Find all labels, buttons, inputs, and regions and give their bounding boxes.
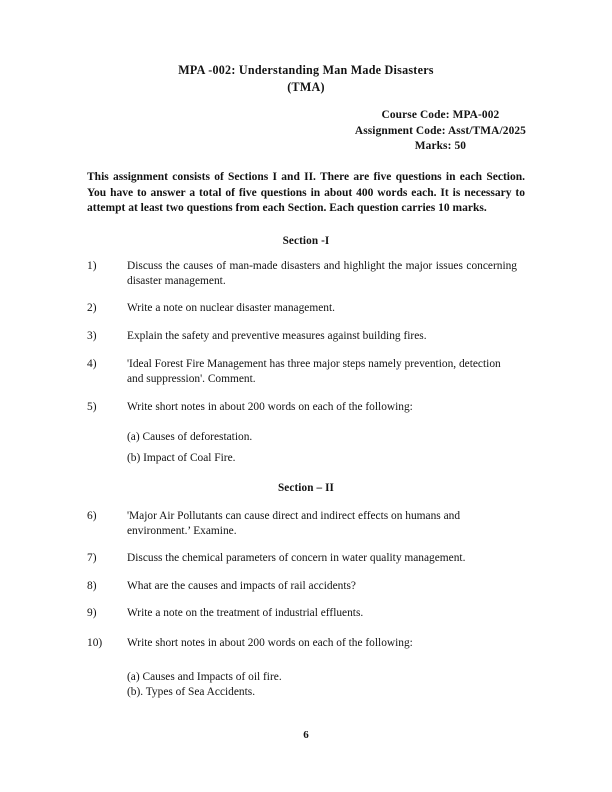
question-6 (87, 509, 517, 539)
marks: Marks: 50 (414, 140, 467, 153)
question-8 (87, 579, 517, 594)
question-5-number: 5) (87, 401, 97, 413)
course-code: Course Code: MPA-002 (381, 109, 500, 121)
subitem-a: (a) Causes and Impacts of oil fire. (127, 671, 282, 683)
question-2 (87, 301, 517, 316)
question-4-number: 4) (87, 358, 97, 370)
question-9-text: Write a note on the treatment of industrial effluents. (127, 607, 364, 619)
question-3-number: 3) (87, 330, 97, 342)
page-title (0, 62, 612, 95)
question-9 (87, 606, 517, 621)
question-10-text: Write short notes in about 200 words on each of the following: (127, 637, 413, 649)
question-10-number: 10) (87, 637, 103, 649)
question-6-number: 6) (87, 510, 97, 522)
question-3 (87, 329, 517, 344)
assignment-code: Assignment Code: Asst/TMA/2025 (354, 124, 526, 137)
question-4 (87, 357, 517, 387)
question-5 (87, 400, 517, 415)
section-2-heading: Section – II (277, 482, 335, 494)
question-2-text: Write a note on nuclear disaster management. (127, 302, 335, 314)
question-7 (87, 551, 517, 566)
question-9-number: 9) (87, 607, 97, 619)
question-8-number: 8) (87, 580, 97, 592)
question-1 (87, 259, 517, 289)
question-1-number: 1) (87, 260, 97, 272)
section-1-heading: Section -I (282, 235, 330, 247)
page-number: 6 (303, 729, 309, 741)
subitem-b: (b) Impact of Coal Fire. (127, 452, 236, 464)
course-meta-block (355, 108, 526, 155)
question-2-number: 2) (87, 302, 97, 314)
instructions-paragraph: This assignment consists of Sections I and II. There are five questions in each Section. You have to answer a total of five questions in about 400 words each. It is necessary to attempt at least two questions from each Section. Each question carries 10 marks. (87, 171, 525, 215)
subitem-a: (a) Causes of deforestation. (127, 431, 253, 443)
question-8-text: What are the causes and impacts of rail accidents? (127, 580, 356, 592)
question-1-text: Discuss the causes of man-made disasters and highlight the major issues concerning disaster management. (127, 260, 517, 288)
question-6-text: 'Major Air Pollutants can cause direct and indirect effects on humans and environment.’ Examine. (127, 510, 461, 538)
question-3-text: Explain the safety and preventive measures against building fires. (127, 330, 427, 342)
question-7-number: 7) (87, 552, 97, 564)
question-4-text: 'Ideal Forest Fire Management has three major steps namely prevention, detection and suppression'. Comment. (127, 358, 501, 386)
question-10-subitems (127, 670, 282, 699)
question-5-text: Write short notes in about 200 words on each of the following: (127, 401, 413, 413)
question-5-subitems (127, 427, 252, 469)
question-10 (87, 636, 517, 651)
title-line-2: (TMA) (287, 79, 325, 94)
title-line-1: MPA -002: Understanding Man Made Disasters (178, 63, 434, 77)
question-7-text: Discuss the chemical parameters of concern in water quality management. (127, 552, 466, 564)
subitem-b: (b). Types of Sea Accidents. (127, 685, 256, 698)
